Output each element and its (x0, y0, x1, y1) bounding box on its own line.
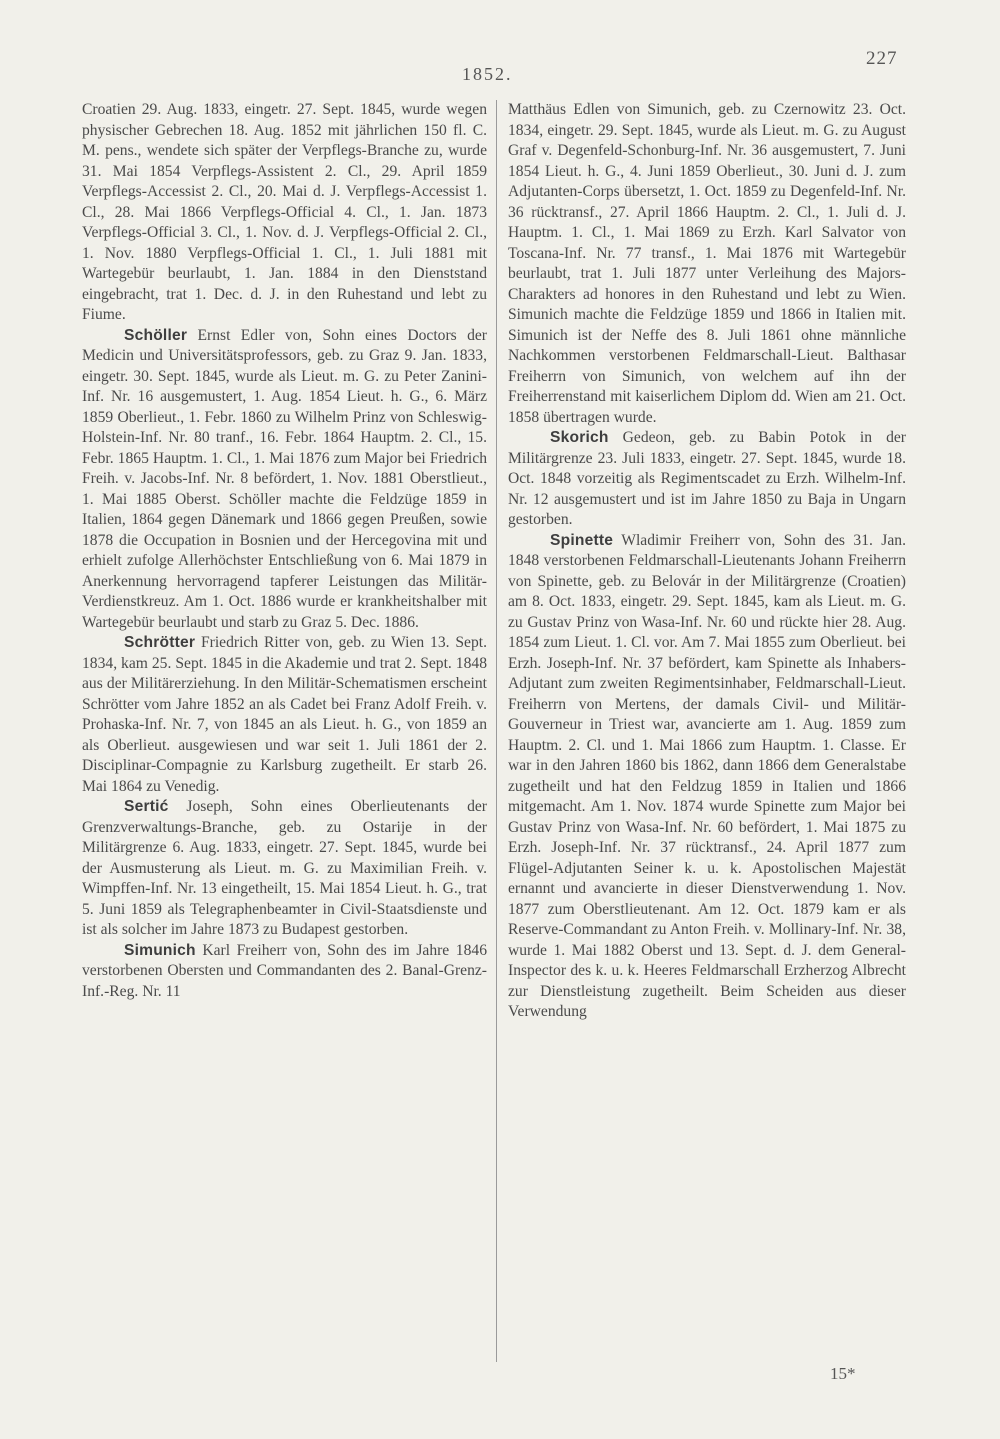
page-number: 227 (866, 48, 898, 69)
running-head: 1852. (462, 64, 513, 84)
entry-continuation (82, 100, 487, 326)
right-column (508, 100, 906, 1023)
entry (82, 633, 487, 797)
left-column (82, 100, 487, 1002)
entry-headword: Simunich (124, 941, 196, 959)
entry (508, 428, 906, 531)
entry-text: Wladimir Freiherr von, Sohn des 31. Jan. 1848 verstorbenen Feldmarschall-Lieutenants Johann Freiherrn von Spinette, geb. zu Belovár in der Militärgrenze (Croatien) am 8. Oct. 1833, eingetr. 29. Sept. 1845, kam als Lieut. m. G. zu Gustav Prinz von Wasa-Inf. Nr. 60 und rückte hier 28. Aug. 1854 zum Lieut. 1. Cl. vor. Am 7. Mai 1855 zum Oberlieut. bei Erzh. Joseph-Inf. Nr. 37 befördert, kam Spinette als Inhabers-Adjutant zum zweiten Regimentsinhaber, Feldmarschall-Lieut. Freiherrn von Mertens, der damals Civil- und Militär-Gouverneur in Triest war, avancierte am 1. Aug. 1859 zum Hauptm. 2. Cl. und 1. Mai 1866 zum Hauptm. 1. Classe. Er war in den Jahren 1860 bis 1862, dann 1866 dem Generalstabe zugetheilt und hat den Feldzug 1859 in Italien und 1866 mitgemacht. Am 1. Nov. 1874 wurde Spinette zum Major bei Gustav Prinz von Wasa-Inf. Nr. 60 befördert, 1. Mai 1875 zu Erzh. Joseph-Inf. Nr. 37 rücktransf., 24. April 1877 zum Flügel-Adjutanten Seiner k. u. k. Apostolischen Majestät ernannt und avancierte in dieser Dienstverwendung 1. Nov. 1877 zum Oberstlieutenant. Am 12. Oct. 1879 kam er als Reserve-Commandant zu Anton Freih. v. Mollinary-Inf. Nr. 38, wurde 1. Mai 1882 Oberst und 13. Sept. d. J. dem General-Inspector des k. u. k. Heeres Feldmarschall Erzherzog Albrecht zur Dienstleistung zugetheilt. Beim Scheiden aus dieser Verwendung (508, 531, 906, 1020)
entry-text: Joseph, Sohn eines Oberlieutenants der Grenzverwaltungs-Branche, geb. zu Ostarije in der Militärgrenze 6. Aug. 1833, eingetr. 27. Sept. 1845, wurde bei der Ausmusterung als Lieut. m. G. zu Maximilian Freih. v. Wimpffen-Inf. Nr. 13 eingetheilt, 15. Mai 1854 Lieut. h. G., trat 5. Juni 1859 als Telegraphenbeamter in Civil-Staatsdienste und ist als solcher im Jahre 1873 zu Budapest gestorben. (82, 798, 487, 938)
entry-text: Ernst Edler von, Sohn eines Doctors der Medicin und Universitätsprofessors, geb. zu Graz 9. Jan. 1833, eingetr. 30. Sept. 1845, wurde als Lieut. m. G. zu Peter Zanini-Inf. Nr. 16 ausgemustert, 1. Aug. 1854 Lieut. h. G., 6. März 1859 Oberlieut., 1. Febr. 1860 zu Wilhelm Prinz von Schleswig-Holstein-Inf. Nr. 80 tranf., 16. Febr. 1864 Hauptm. 2. Cl., 15. Febr. 1865 Hauptm. 1. Cl., 1. Mai 1876 zum Major bei Friedrich Freih. v. Jacobs-Inf. Nr. 8 befördert, 1. Nov. 1881 Oberstlieut., 1. Mai 1885 Oberst. Schöller machte die Feldzüge 1859 in Italien, 1864 gegen Dänemark und 1866 gegen Preußen, sowie 1878 die Occupation in Bosnien und der Hercegovina mit und erhielt zufolge Allerhöchster Entschließung von 6. Mai 1879 in Anerkennung hervorragend tapferer Leistungen das Militär-Verdienstkreuz. Am 1. Oct. 1886 wurde er krankheitshalber mit Wartegebür beurlaubt und starb zu Graz 5. Dec. 1886. (82, 326, 487, 631)
entry-text: Gedeon, geb. zu Babin Potok in der Militärgrenze 23. Juli 1833, eingetr. 27. Sept. 1845, wurde 18. Oct. 1848 vorzeitig als Regimentscadet zu Erzh. Wilhelm-Inf. Nr. 12 ausgemustert und ist im Jahre 1850 zu Baja in Ungarn gestorben. (508, 429, 906, 528)
entry-continuation (508, 100, 906, 428)
entry (82, 797, 487, 941)
entry-text: Karl Freiherr von, Sohn des im Jahre 1846 verstorbenen Obersten und Commandanten des 2. Banal-Grenz-Inf.-Reg. Nr. 11 (82, 941, 487, 1000)
signature-mark: 15* (830, 1364, 856, 1383)
entry-text: Friedrich Ritter von, geb. zu Wien 13. Sept. 1834, kam 25. Sept. 1845 in die Akademie und trat 2. Sept. 1848 aus der Militärerziehung. In den Militär-Schematismen erscheint Schrötter vom Jahre 1852 an als Cadet bei Franz Adolf Freih. v. Prohaska-Inf. Nr. 7, von 1845 an als Lieut. h. G., von 1859 an als Oberlieut. ausgewiesen und war seit 1. Juli 1861 der 2. Disciplinar-Compagnie zu Karlsburg zugetheilt. Er starb 26. Mai 1864 zu Venedig. (82, 634, 487, 795)
entry-headword: Schöller (124, 326, 188, 344)
column-rule (496, 100, 497, 1362)
entry (82, 941, 487, 1003)
entry-headword: Skorich (550, 429, 609, 446)
entry-headword: Schrötter (124, 634, 196, 651)
entry-headword: Spinette (550, 531, 614, 549)
entry-text: Croatien 29. Aug. 1833, eingetr. 27. Sept. 1845, wurde wegen physischer Gebrechen 18. Aug. 1852 mit jährlichen 150 fl. C. M. pens., wendete sich später der Verpflegs-Branche zu, wurde 31. Mai 1854 Verpflegs-Assistent 2. Cl., 29. April 1859 Verpflegs-Accessist 2. Cl., 20. Mai d. J. Verpflegs-Accessist 1. Cl., 28. Mai 1866 Verpflegs-Official 4. Cl., 1. Jan. 1873 Verpflegs-Official 3. Cl., 1. Nov. d. J. Verpflegs-Official 2. Cl., 1. Nov. 1880 Verpflegs-Official 1. Cl., 1. Juli 1881 mit Wartegebür beurlaubt, 1. Jan. 1884 in den Dienststand eingebracht, trat 1. Dec. d. J. in den Ruhestand und lebt zu Fiume. (82, 101, 487, 323)
entry-text: Matthäus Edlen von Simunich, geb. zu Czernowitz 23. Oct. 1834, eingetr. 29. Sept. 1845, wurde als Lieut. m. G. zu August Graf v. Degenfeld-Schonburg-Inf. Nr. 36 ausgemustert, 7. Juni 1854 Lieut. h. G., 4. Juni 1859 Oberlieut., 30. Juni d. J. zum Adjutanten-Corps übersetzt, 1. Oct. 1859 zu Degenfeld-Inf. Nr. 36 rücktransf., 27. April 1866 Hauptm. 2. Cl., 1. Juli d. J. Hauptm. 1. Cl., 1. Mai 1869 zu Erzh. Karl Salvator von Toscana-Inf. Nr. 77 transf., 1. Mai 1876 mit Wartegebür beurlaubt, trat 1. Juli 1877 unter Verleihung des Majors-Charakters ad honores in den Ruhestand und lebt zu Wien. Simunich machte die Feldzüge 1859 und 1866 in Italien mit. Simunich ist der Neffe des 8. Juli 1861 ohne männliche Nachkommen verstorbenen Feldmarschall-Lieut. Balthasar Freiherrn von Simunich, von welchem auf ihn der Freiherrenstand mit kaiserlichem Diplom dd. Wien am 21. Oct. 1858 übertragen wurde. (508, 101, 906, 426)
entry (508, 531, 906, 1023)
entry-headword: Sertić (124, 798, 169, 815)
entry (82, 326, 487, 634)
